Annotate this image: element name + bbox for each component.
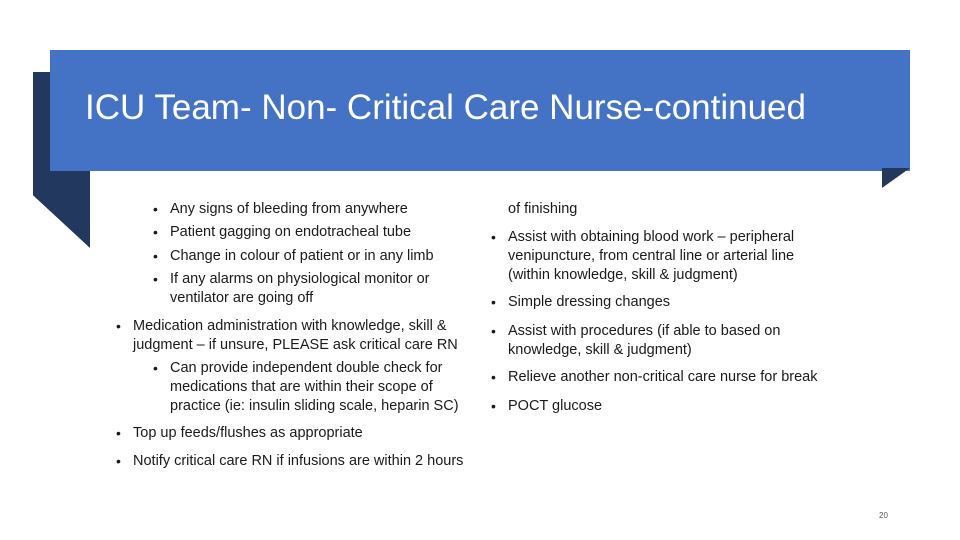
top-up-feeds-text: Top up feeds/flushes as appropriate xyxy=(133,425,363,441)
page-number: 20 xyxy=(879,511,888,520)
medication-administration-text: Medication administration with knowledge, skill & judgment – if unsure, PLEASE ask critical care RN xyxy=(133,318,458,353)
bullet-marker: • xyxy=(153,360,158,376)
bullet-marker: • xyxy=(491,229,496,245)
continuation-text: of finishing xyxy=(508,201,578,217)
bullet-marker: • xyxy=(153,224,158,240)
bullet-marker: • xyxy=(491,398,496,414)
bullet-marker: • xyxy=(491,369,496,385)
bullet-marker: • xyxy=(153,271,158,287)
bullet-marker: • xyxy=(116,453,121,469)
bullet-marker: • xyxy=(491,323,496,339)
double-check-text: Can provide independent double check for medications that are within their scope of practice (ie: insulin sliding scale, heparin SC) xyxy=(170,360,459,414)
bullet-marker: • xyxy=(153,201,158,217)
blood-work-text: Assist with obtaining blood work – peripheral venipuncture, from central line or arterial line (within knowledge, skill & judgment) xyxy=(508,229,795,283)
banner-fold-right xyxy=(882,168,910,188)
slide-title: ICU Team- Non- Critical Care Nurse-continued xyxy=(85,88,806,127)
dressing-changes-text: Simple dressing changes xyxy=(508,294,671,310)
bullet-marker: • xyxy=(116,318,121,334)
notify-rn-text: Notify critical care RN if infusions are within 2 hours xyxy=(133,453,464,469)
relieve-nurse-text: Relieve another non-critical care nurse for break xyxy=(508,369,818,385)
assist-procedures-text: Assist with procedures (if able to based on knowledge, skill & judgment) xyxy=(508,323,781,358)
sub-bullet-colour-change: Change in colour of patient or in any limb xyxy=(170,248,434,264)
poct-glucose-text: POCT glucose xyxy=(508,398,603,414)
sub-bullet-alarms: If any alarms on physiological monitor or ventilator are going off xyxy=(170,271,430,306)
bullet-marker: • xyxy=(153,248,158,264)
sub-bullet-bleeding: Any signs of bleeding from anywhere xyxy=(170,201,408,217)
bullet-marker: • xyxy=(491,294,496,310)
sub-bullet-gagging: Patient gagging on endotracheal tube xyxy=(170,224,412,240)
bullet-marker: • xyxy=(116,425,121,441)
